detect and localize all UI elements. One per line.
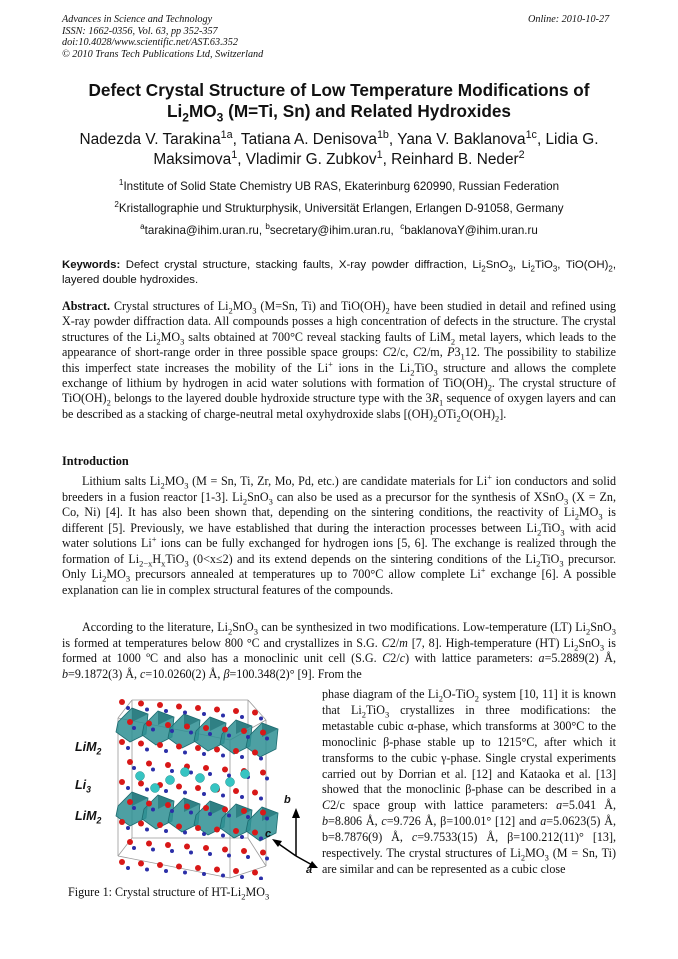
oxygen-atom [119, 819, 125, 825]
layer-label-middle: $Li_3$ [75, 778, 91, 795]
oxygen-atom [176, 744, 182, 750]
metal-atom [189, 731, 193, 735]
axis-label-b: b [284, 794, 291, 806]
figure-caption: Figure 1: Crystal structure of $HT-Li_2MO_3$ [68, 885, 270, 902]
metal-atom [132, 846, 136, 850]
oxygen-atom [138, 701, 144, 707]
title-line-2: $Li_2MO_3$ (M=Ti, Sn) and Related Hydroxides [166, 101, 511, 125]
metal-atom [126, 786, 130, 790]
oxygen-atom [165, 802, 171, 808]
oxygen-atom [146, 761, 152, 767]
oxygen-atom [222, 727, 228, 733]
metal-atom [151, 848, 155, 852]
lithium-atom [226, 778, 235, 787]
metal-atom [164, 869, 168, 873]
metal-atom [183, 831, 187, 835]
metal-atom [240, 875, 244, 879]
journal-header [62, 14, 263, 60]
metal-atom [151, 808, 155, 812]
metal-atom [164, 789, 168, 793]
oxygen-atom [214, 827, 220, 833]
oxygen-atom [146, 721, 152, 727]
oxygen-atom [233, 708, 239, 714]
oxygen-atom [119, 739, 125, 745]
oxygen-atom [146, 841, 152, 847]
oxygen-atom [165, 762, 171, 768]
oxygen-atom [184, 804, 190, 810]
oxygen-atom [203, 725, 209, 731]
metal-atom [208, 732, 212, 736]
email-line: $^a$tarakina@ihim.uran.ru, $^b$secretary@ihim.uran.ru, $^c$baklanovaY@ihim.uran.ru [140, 222, 538, 237]
intro-paragraph-3: phase diagram of the $Li_2O-TiO_2$ system [10, 11] it is known that $Li_2TiO_3$ crystallizes in three modifications: the metastable cubic α-phase, which transforms at 300°C to the monoclinic β-phase stable up to 1215°C, after which it transforms to the cubic γ-phase. Single crystal experiments carried out by Dorrian et al. [12] and Kataoka et al. [13] showed that the monoclinic β-phase can be described in a C2/c space group with lattice parameters: a=5.041 Å, b=8.806 Å, c=9.726 Å, β=100.01° [12] and a=5.0623(5) Å, b=8.7876(9) Å, c=9.7533(15) Å, β=100.212(11)° [13], respectively. The crystal structures of $Li_2MO_3$ (M = Sn, Ti) are similar and can be represented as a cubic close [322, 687, 617, 876]
oxygen-atom [195, 745, 201, 751]
oxygen-atom [138, 781, 144, 787]
title-line-1: Defect Crystal Structure of Low Temperature Modifications of [88, 80, 590, 100]
layer-label-top: LiM$_2$ [75, 740, 102, 757]
metal-atom [170, 849, 174, 853]
lithium-atom [196, 774, 205, 783]
oxygen-atom [241, 848, 247, 854]
oxygen-atom [233, 788, 239, 794]
metal-atom [126, 706, 130, 710]
oxygen-atom [157, 702, 163, 708]
oxygen-atom [233, 748, 239, 754]
oxygen-atom [127, 839, 133, 845]
oxygen-atom [260, 810, 266, 816]
oxygen-atom [233, 828, 239, 834]
metal-atom [265, 817, 269, 821]
oxygen-atom [138, 861, 144, 867]
metal-atom [183, 791, 187, 795]
metal-atom [227, 854, 231, 858]
oxygen-atom [203, 765, 209, 771]
metal-atom [145, 788, 149, 792]
metal-atom [221, 754, 225, 758]
metal-atom [265, 777, 269, 781]
metal-atom [208, 852, 212, 856]
metal-atom [227, 814, 231, 818]
metal-atom [259, 717, 263, 721]
metal-atom [126, 746, 130, 750]
affiliation-1: $^1$Institute of Solid State Chemistry UB RAS, Ekaterinburg 620990, Russian Federation [118, 178, 560, 193]
section-heading-introduction: Introduction [62, 454, 129, 468]
oxygen-atom [241, 728, 247, 734]
oxygen-atom [184, 844, 190, 850]
metal-atom [189, 851, 193, 855]
oxygen-atom [222, 847, 228, 853]
unit-cell-edge [118, 856, 230, 878]
metal-atom [227, 774, 231, 778]
oxygen-atom [157, 742, 163, 748]
oxygen-atom [146, 801, 152, 807]
metal-atom [132, 766, 136, 770]
oxygen-atom [176, 784, 182, 790]
oxygen-atom [233, 868, 239, 874]
metal-atom [145, 828, 149, 832]
metal-atom [170, 809, 174, 813]
lithium-atom [166, 776, 175, 785]
axis-label-a: a [306, 864, 313, 876]
axis-label-c: c [265, 828, 272, 840]
lithium-atom [211, 784, 220, 793]
oxygen-atom [260, 850, 266, 856]
oxygen-atom [203, 845, 209, 851]
metal-atom [145, 708, 149, 712]
metal-atom [221, 714, 225, 718]
oxygen-atom [260, 770, 266, 776]
oxygen-atom [165, 722, 171, 728]
oxygen-atom [176, 824, 182, 830]
oxygen-atom [176, 864, 182, 870]
issn: ISSN: 1662-0356, Vol. 63, pp 352-357 [62, 25, 218, 37]
oxygen-atom [127, 799, 133, 805]
metal-atom [170, 769, 174, 773]
lithium-atom [136, 772, 145, 781]
oxygen-atom [252, 830, 258, 836]
oxygen-atom [138, 741, 144, 747]
oxygen-atom [252, 790, 258, 796]
metal-atom [151, 728, 155, 732]
lithium-atom [241, 770, 250, 779]
oxygen-atom [203, 805, 209, 811]
metal-atom [259, 757, 263, 761]
metal-atom [145, 868, 149, 872]
metal-atom [126, 866, 130, 870]
oxygen-atom [165, 842, 171, 848]
metal-atom [126, 826, 130, 830]
metal-atom [227, 734, 231, 738]
oxygen-atom [184, 724, 190, 730]
intro-paragraph-2: According to the literature, $Li_2SnO_3$ can be synthesized in two modifications. Low-temperature (LT) $Li_2SnO_3$ is formed at temperatures below 800 °C and crystallizes in S.G. C2/m [7, 8]. High-temperature (HT) $Li_2SnO_3$ is formed at 1000 ºC and also has a monoclinic unit cell (S.G. C2/c) with lattice parameters: a=5.2889(2) Å, b=9.1872(3) Å, c=10.0260(2) Å, β=100.348(2)° [9]. From the [62, 620, 616, 681]
oxygen-atom [252, 870, 258, 876]
journal-name: Advances in Science and Technology [62, 14, 213, 25]
oxygen-atom [252, 710, 258, 716]
metal-atom [164, 709, 168, 713]
oxygen-atom [222, 767, 228, 773]
metal-atom [164, 829, 168, 833]
oxygen-atom [222, 807, 228, 813]
metal-atom [265, 857, 269, 861]
keywords: Keywords: Defect crystal structure, stacking faults, X-ray powder diffraction, $Li_2SnO_3$, $Li_2TiO_3$, $TiO(OH)_2$, layered double hydroxides. [62, 259, 616, 286]
online-date: Online: 2010-10-27 [528, 14, 610, 25]
oxygen-atom [157, 822, 163, 828]
lithium-atom [181, 768, 190, 777]
metal-atom [208, 772, 212, 776]
oxygen-atom [195, 705, 201, 711]
metal-atom [183, 711, 187, 715]
metal-atom [202, 792, 206, 796]
oxygen-atom [127, 719, 133, 725]
oxygen-atom [119, 699, 125, 705]
metal-atom [183, 751, 187, 755]
oxygen-atom [157, 862, 163, 868]
metal-atom [164, 749, 168, 753]
copyright: © 2010 Trans Tech Publications Ltd, Switzerland [62, 48, 264, 60]
oxygen-atom [252, 750, 258, 756]
metal-atom [221, 794, 225, 798]
metal-atom [259, 837, 263, 841]
metal-atom [183, 871, 187, 875]
oxygen-atom [195, 785, 201, 791]
metal-atom [259, 797, 263, 801]
oxygen-atom [119, 859, 125, 865]
metal-atom [221, 874, 225, 878]
metal-atom [246, 735, 250, 739]
metal-atom [265, 737, 269, 741]
metal-atom [240, 715, 244, 719]
metal-atom [189, 811, 193, 815]
metal-atom [170, 729, 174, 733]
metal-atom [202, 712, 206, 716]
intro-paragraph-1: Lithium salts $Li_2MO_3$ (M = Sn, Ti, Zr, Mo, Pd, etc.) are candidate materials for Li+ ion conductors and solid breeders in a fusion reactor [1-3]. $Li_2SnO_3$ can also be used as a precursor for the synthesis of XSnO$_3$ (X = Zn, Co, Ni) [4]. It has also been shown that, depending on the sintering conditions, the reactivity of $Li_2MO_3$ is different [5]. Previously, we have established that during the interaction processes between $Li_2TiO_3$ with acid water solutions Li+ ions can be fully exchanged for hydrogen ions [5, 6]. The exchange is realized through the formation of $Li_{2-x}H_xTiO_3$ (0<x≤2) and its extend depends on the sintering conditions of the $Li_2TiO_3$ precursor. Only $Li_2MO_3$ precursors annealed at temperatures up to 700°C allow complete Li+ exchange [6]. A possible explanation can lie in complex structural features of the compounds. [62, 471, 616, 597]
author-list: Nadezda V. Tarakina$^{1a}$, Tatiana A. Denisova$^{1b}$, Yana V. Baklanova$^{1c}$, Lidia G. Maksimova$^1$, Vladimir G. Zubkov$^1$, Reinhard B. Neder$^2$ [79, 128, 599, 168]
oxygen-atom [214, 867, 220, 873]
metal-atom [240, 755, 244, 759]
metal-atom [246, 815, 250, 819]
metal-atom [202, 752, 206, 756]
oxygen-atom [195, 865, 201, 871]
layer-label-bottom: LiM$_2$ [75, 809, 102, 826]
metal-atom [240, 835, 244, 839]
metal-atom [132, 726, 136, 730]
affiliation-2: $^2$Kristallographie und Strukturphysik, Universität Erlangen, Erlangen D-91058, Germany [114, 200, 564, 215]
metal-atom [202, 872, 206, 876]
crystal-structure-illustration [70, 688, 320, 880]
paper-title [62, 80, 616, 125]
doi: doi:10.4028/www.scientific.net/AST.63.352 [62, 37, 238, 49]
metal-atom [202, 832, 206, 836]
oxygen-atom [176, 704, 182, 710]
metal-atom [240, 795, 244, 799]
metal-atom [221, 834, 225, 838]
lithium-atom [151, 784, 160, 793]
metal-atom [246, 855, 250, 859]
oxygen-atom [119, 779, 125, 785]
metal-atom [145, 748, 149, 752]
oxygen-atom [260, 730, 266, 736]
axis-b-arrowhead [292, 808, 300, 818]
abstract: Abstract. Crystal structures of $Li_2MO_3$ (M=Sn, Ti) and $TiO(OH)_2$ have been studied in detail and refined using X-ray powder diffraction data. All compounds posses a high concentration of defects in the structure. The crystal structures of the $Li_2MO_3$ salts obtained at 700°C reveal stacking faults of LiM$_2$ metal layers, which leads to the appearance of short-range order in three possible space groups: C2/c, C2/m, $P3_112$. The possibility to stabilize this imperfect state increases the mobility of the Li+ ions in the $Li_2TiO_3$ structure and allows the complete exchange of lithium by hydrogen in acid water solutions with formation of $TiO(OH)_2$. The crystal structure of $TiO(OH)_2$ belongs to the layered double hydroxide structure type with the $3R_1$ sequence of oxygen layers and can be described as a stacking of charge-neutral metal oxyhydroxide slabs $[(OH)_2OTi_2O(OH)_2]$. [62, 299, 616, 424]
metal-atom [132, 806, 136, 810]
metal-atom [208, 812, 212, 816]
oxygen-atom [127, 759, 133, 765]
metal-atom [151, 768, 155, 772]
oxygen-atom [214, 747, 220, 753]
figure-crystal-structure [70, 688, 320, 880]
oxygen-atom [241, 808, 247, 814]
oxygen-atom [195, 825, 201, 831]
metal-atom [259, 877, 263, 881]
axis-triad [272, 808, 318, 868]
oxygen-atom [138, 821, 144, 827]
oxygen-atom [214, 707, 220, 713]
unit-cell-edge [248, 700, 266, 720]
